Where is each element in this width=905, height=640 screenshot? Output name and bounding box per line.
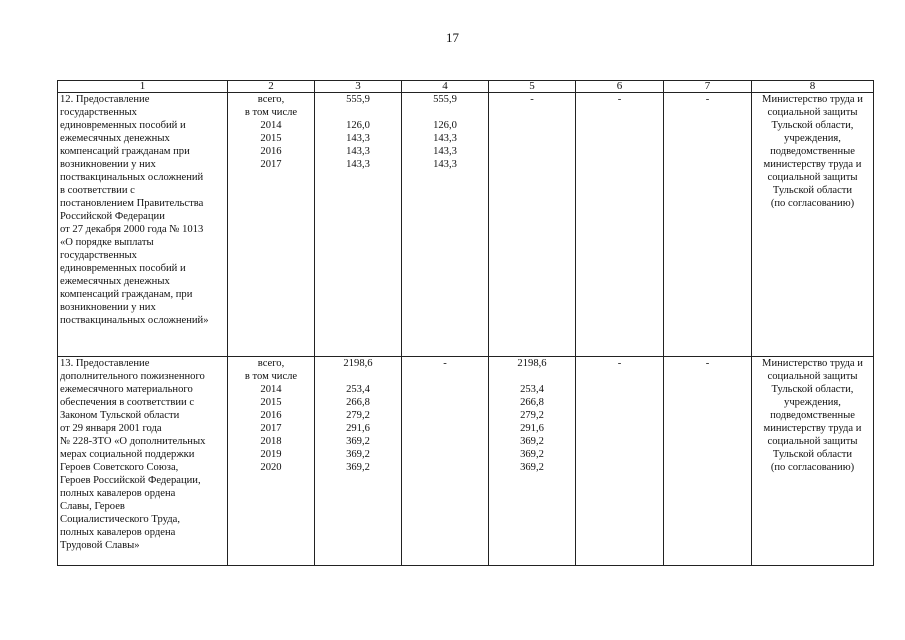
responsible-cell — [752, 93, 874, 357]
description-line: 12. Предоставление — [60, 94, 150, 105]
description-line: № 228-ЗТО «О дополнительных — [60, 436, 206, 447]
description-line: мерах социальной поддержки — [60, 449, 195, 460]
year-label: всего, — [257, 94, 285, 105]
year-label: 2014 — [260, 120, 282, 131]
year-label: в том числе — [244, 107, 298, 118]
responsible-line: министерству труда и — [763, 423, 862, 434]
column-numbers-row — [58, 81, 874, 93]
column-header: 8 — [752, 81, 874, 93]
amount-value: 369,2 — [346, 449, 370, 460]
year-label: 2017 — [260, 423, 282, 434]
amount-value — [317, 106, 399, 119]
responsible-cell — [752, 357, 874, 566]
description-line: поствакцинальных осложнений — [60, 172, 204, 183]
description-line: ежемесячных денежных — [60, 133, 170, 144]
description-line: дополнительного пожизненного — [60, 371, 205, 382]
responsible-line: подведомственные — [770, 410, 855, 421]
amount-value: 2198,6 — [343, 358, 373, 369]
responsible-line: Тульской области, — [771, 120, 854, 131]
amount-value: 369,2 — [520, 462, 544, 473]
description-line: в соответствии с — [60, 185, 135, 196]
description-line: Героев Российской Федерации, — [60, 475, 201, 486]
description-line: от 29 января 2001 года — [60, 423, 162, 434]
description-line: поствакцинальных осложнений» — [60, 315, 209, 326]
amount-cell — [489, 93, 576, 357]
responsible-line: Министерство труда и — [762, 94, 863, 105]
description-line: ежемесячных денежных — [60, 276, 170, 287]
responsible-line: (по согласованию) — [770, 462, 855, 473]
amount-cell — [489, 357, 576, 566]
description-line: Законом Тульской области — [60, 410, 180, 421]
amount-value: 279,2 — [520, 410, 544, 421]
description-line: полных кавалеров ордена — [60, 527, 176, 538]
description-line: «О порядке выплаты — [60, 237, 154, 248]
responsible-line: учреждения, — [784, 133, 841, 144]
measures-table — [57, 80, 874, 566]
description-line: 13. Предоставление — [60, 358, 150, 369]
responsible-line: социальной защиты — [767, 107, 858, 118]
amount-cell: - — [664, 93, 752, 357]
year-cell — [228, 357, 315, 566]
year-label: 2015 — [260, 133, 282, 144]
description-line: постановлением Правительства — [60, 198, 204, 209]
amount-cell — [402, 93, 489, 357]
year-cell — [228, 93, 315, 357]
amount-cell: - — [664, 357, 752, 566]
column-header: 2 — [228, 81, 315, 93]
amount-value: 555,9 — [433, 94, 457, 105]
column-header: 1 — [58, 81, 228, 93]
amount-value: 279,2 — [346, 410, 370, 421]
description-line: единовременных пособий и — [60, 263, 186, 274]
column-header: 4 — [402, 81, 489, 93]
amount-value: 253,4 — [346, 384, 370, 395]
description-line: ежемесячного материального — [60, 384, 193, 395]
year-label: всего, — [257, 358, 285, 369]
column-header: 3 — [315, 81, 402, 93]
responsible-line: учреждения, — [784, 397, 841, 408]
amount-cell — [402, 357, 489, 566]
amount-value: - — [443, 358, 447, 369]
description-line: государственных — [60, 250, 137, 261]
description-line: возникновении у них — [60, 302, 156, 313]
column-header: 7 — [664, 81, 752, 93]
year-label: в том числе — [244, 371, 298, 382]
description-line: единовременных пособий и — [60, 120, 186, 131]
responsible-line: подведомственные — [770, 146, 855, 157]
amount-value: 126,0 — [433, 120, 457, 131]
description-line: обеспечения в соответствии с — [60, 397, 195, 408]
amount-value: - — [530, 94, 534, 105]
amount-value: 2198,6 — [517, 358, 547, 369]
amount-value: 143,3 — [433, 133, 457, 144]
amount-value: 291,6 — [520, 423, 544, 434]
responsible-line: Тульской области — [772, 185, 853, 196]
amount-cell: - — [576, 357, 664, 566]
amount-value: 266,8 — [346, 397, 370, 408]
amount-value: 369,2 — [346, 436, 370, 447]
description-line: возникновении у них — [60, 159, 156, 170]
measure-description — [58, 93, 228, 357]
year-label: 2014 — [260, 384, 282, 395]
responsible-line: (по согласованию) — [770, 198, 855, 209]
responsible-line: Тульской области — [772, 449, 853, 460]
amount-cell: - — [576, 93, 664, 357]
amount-value: 143,3 — [346, 146, 370, 157]
description-line: Трудовой Славы» — [60, 540, 140, 551]
description-line: Славы, Героев — [60, 501, 125, 512]
amount-value: 369,2 — [520, 449, 544, 460]
table-row — [58, 93, 874, 357]
table-row — [58, 357, 874, 566]
description-line: от 27 декабря 2000 года № 1013 — [60, 224, 204, 235]
responsible-line: социальной защиты — [767, 436, 858, 447]
amount-value: 143,3 — [433, 159, 457, 170]
year-label: 2020 — [260, 462, 282, 473]
description-line: Героев Советского Союза, — [60, 462, 179, 473]
year-label: 2017 — [260, 159, 282, 170]
responsible-line: социальной защиты — [767, 371, 858, 382]
year-label: 2019 — [260, 449, 282, 460]
amount-value: 369,2 — [520, 436, 544, 447]
column-header: 6 — [576, 81, 664, 93]
description-line: компенсаций гражданам, при — [60, 289, 193, 300]
amount-value: 253,4 — [520, 384, 544, 395]
responsible-line: социальной защиты — [767, 172, 858, 183]
description-line: компенсаций гражданам при — [60, 146, 190, 157]
amount-value — [317, 370, 399, 383]
amount-value: 266,8 — [520, 397, 544, 408]
responsible-line: министерству труда и — [763, 159, 862, 170]
amount-cell — [315, 357, 402, 566]
amount-value: 555,9 — [346, 94, 370, 105]
amount-value: 291,6 — [346, 423, 370, 434]
amount-cell — [315, 93, 402, 357]
year-label: 2016 — [260, 146, 282, 157]
description-line: Российской Федерации — [60, 211, 165, 222]
amount-value: 143,3 — [346, 133, 370, 144]
responsible-line: Министерство труда и — [762, 358, 863, 369]
amount-value: 143,3 — [346, 159, 370, 170]
amount-value: 143,3 — [433, 146, 457, 157]
amount-value: 369,2 — [346, 462, 370, 473]
column-header: 5 — [489, 81, 576, 93]
year-label: 2016 — [260, 410, 282, 421]
description-line: полных кавалеров ордена — [60, 488, 176, 499]
description-line: государственных — [60, 107, 137, 118]
amount-value: 126,0 — [346, 120, 370, 131]
amount-value — [491, 370, 573, 383]
measure-description — [58, 357, 228, 566]
amount-value — [404, 106, 486, 119]
responsible-line: Тульской области, — [771, 384, 854, 395]
year-label: 2018 — [260, 436, 282, 447]
page-number: 17 — [446, 30, 459, 45]
description-line: Социалистического Труда, — [60, 514, 180, 525]
year-label: 2015 — [260, 397, 282, 408]
